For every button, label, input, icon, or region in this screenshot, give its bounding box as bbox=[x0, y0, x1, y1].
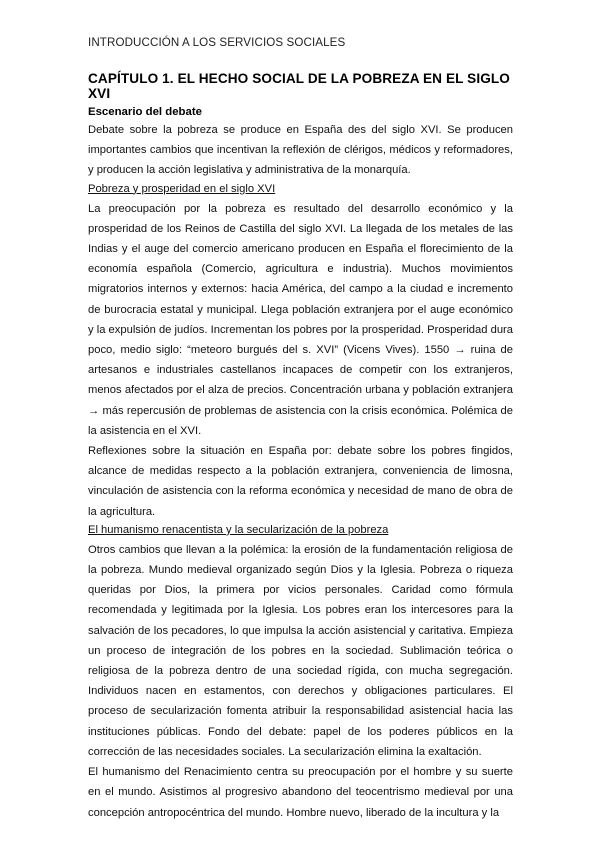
chapter-title: CAPÍTULO 1. EL HECHO SOCIAL DE LA POBREZA EN EL SIGLO XVI bbox=[88, 71, 510, 101]
paragraph-humanismo: El humanismo del Renacimiento centra su preocupación por el hombre y su suerte en el mundo. Asistimos al progresivo abandono del teocentrismo medieval por una concepción antropocéntrica del mundo. Hombre nuevo, liberado de la incultura y la bbox=[88, 766, 513, 819]
subheading-pobreza-prosperidad: Pobreza y prosperidad en el siglo XVI bbox=[88, 182, 276, 195]
subheading-humanismo: El humanismo renacentista y la secularización de la pobreza bbox=[88, 523, 389, 536]
running-header: INTRODUCCIÓN A LOS SERVICIOS SOCIALES bbox=[88, 36, 346, 49]
paragraph-secularizacion: Otros cambios que llevan a la polémica: la erosión de la fundamentación religiosa de la pobreza. Mundo medieval organizado según Dios y la Iglesia. Pobreza o riqueza queridas por Dios, la primera por vicios personales. Caridad como fórmula recomendada y legitimada por la Iglesia. Los pobres eran los intercesores para la salvación de los pecadores, lo que impulsa la acción asistencial y caritativa. Empieza un proceso de integración de los pobres en la sociedad. Sublimación teórica o religiosa de la pobreza dentro de una sociedad rígida, con mucha segregación. Individuos nacen en estamentos, con derechos y obligaciones particulares. El proceso de secularización fomenta atribuir la responsabilidad asistencial hacia las instituciones públicas. Fondo del debate: papel de los poderes públicos en la corrección de las necesidades sociales. La secularización elimina la exaltación. bbox=[88, 543, 513, 758]
paragraph-reflexiones: Reflexiones sobre la situación en España por: debate sobre los pobres fingidos, alcance de medidas respecto a la población extranjera, conveniencia de limosna, vinculación de asistencia con la reforma económica y necesidad de mano de obra de la agricultura. bbox=[88, 445, 513, 518]
section-title: Escenario del debate bbox=[88, 106, 202, 118]
paragraph-prosperidad: La preocupación por la pobreza es resultado del desarrollo económico y la prosperidad de los Reinos de Castilla del siglo XVI. La llegada de los metales de las Indias y el auge del comercio americano producen en España el florecimiento de la economía española (Comercio, agricultura e industria). Muchos movimientos migratorios internos y externos: hacia América, del campo a la ciudad e incremento de burocracia estatal y municipal. Llega población extranjera por el auge económico y la expulsión de judíos. Incrementan los pobres por la prosperidad. Prosperidad dura poco, medio siglo: “meteoro burgués del s. XVI” (Vicens Vives). 1550 → ruina de artesanos e industriales castellanos incapaces de competir con los extranjeros, menos afectados por el alza de precios. Concentración urbana y población extranjera → más repercusión de problemas de asistencia con la crisis económica. Polémica de la asistencia en el XVI. bbox=[88, 202, 513, 437]
paragraph-intro: Debate sobre la pobreza se produce en España des del siglo XVI. Se producen importantes cambios que incentivan la reflexión de clérigos, médicos y reformadores, y producen la acción legislativa y administrativa de la monarquía. bbox=[88, 124, 513, 177]
